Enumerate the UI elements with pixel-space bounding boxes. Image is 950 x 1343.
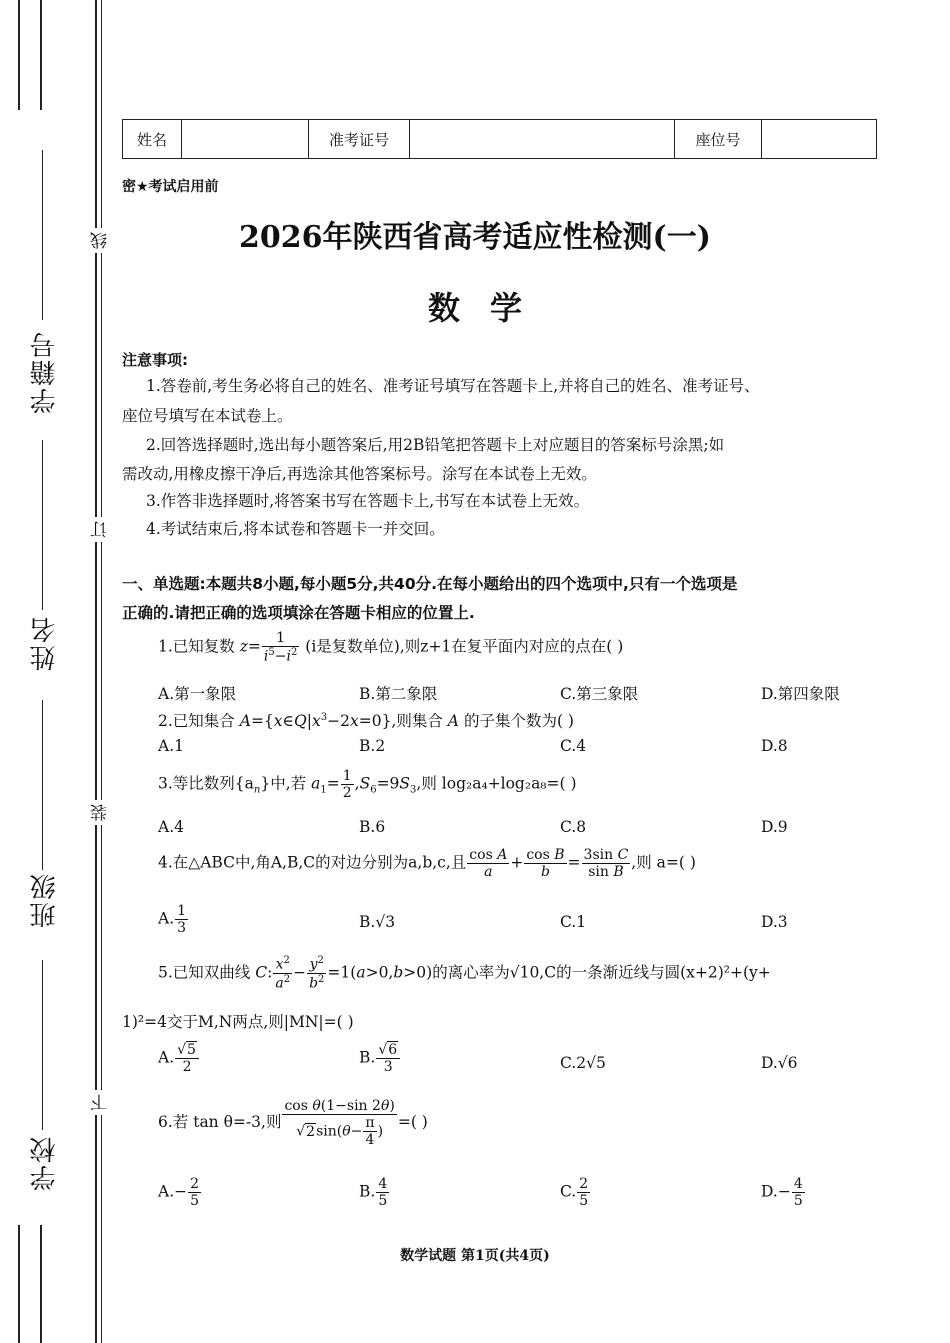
q5-post: 的离心率为√10,C的一条渐近线与圆(x+2)²+(y+ <box>432 963 771 982</box>
q2-post: 的子集个数为( ) <box>463 712 574 730</box>
label-class: 班级 <box>30 872 60 928</box>
notice-item-1: 1.答卷前,考生务必将自己的姓名、准考证号填写在答题卡上,并将自己的姓名、准考证号、 <box>146 377 760 395</box>
notice-item-1-cont: 座位号填写在本试卷上。 <box>122 407 293 425</box>
label-school: 学校 <box>30 1135 60 1191</box>
q5-option-b[interactable]: B. $\frac{√6}{3}$ <box>359 1042 401 1075</box>
exam-id-field[interactable] <box>410 120 675 158</box>
candidate-info-table <box>122 119 877 159</box>
binding-line-outer-bottom-2 <box>40 1225 42 1343</box>
binding-line-outer-2 <box>40 0 42 110</box>
question-3: 3.等比数列$\{a_n\}$中,若 $a_1=$ $\frac{1}{2}$ $,S_6=9S_3$,则 log₂a₄+log₂a₈=( ) <box>158 768 577 802</box>
name-field[interactable] <box>182 120 309 158</box>
q2-option-c[interactable]: C.4 <box>560 737 587 755</box>
page-footer: 数学试题 第1页(共4页) <box>400 1248 550 1264</box>
q1-pre: 1.已知复数 <box>158 637 235 656</box>
cut-mark-xia: 下 <box>88 1090 113 1115</box>
cut-mark-ding: 订 <box>88 517 113 542</box>
section-1-header <box>122 570 877 628</box>
name-label-cell <box>123 120 182 158</box>
notice-heading: 注意事项: <box>122 351 188 369</box>
binding-line-outer-bottom <box>18 1225 20 1343</box>
question-1: 1.已知复数 z= $\frac{1}{i^5-i^2}$ (i是复数单位),则z+1在复平面内对应的点在( ) <box>158 630 624 665</box>
q6-option-a[interactable]: A.− $\frac{2}{5}$ <box>158 1176 200 1210</box>
question-6: 6.若 tan θ=-3,则 cos θ(1−sin 2θ) √2sin(θ− $\frac{\pi}{4}$ ) =( ) <box>158 1098 428 1149</box>
q6-option-b[interactable]: B. $\frac{4}{5}$ <box>359 1176 388 1210</box>
question-4: 4.在△ABC中,角A,B,C的对边分别为a,b,c,且 $\frac{\text{cos A}}{a}$ + $\frac{\text{cos B}}{b}$ = $\frac{\text{3sin C}}{\text{sin B}}$ ,则 a=( ) <box>158 847 696 881</box>
seat-label: 座位号 <box>695 130 741 149</box>
section-1-line-2: 正确的.请把正确的选项填涂在答题卡相应的位置上. <box>122 604 475 622</box>
q4-option-a-label: A. <box>158 909 175 928</box>
question-5-line-2: 1)²=4交于M,N两点,则|MN|=( ) <box>122 1013 354 1031</box>
q1-post: (i是复数单位),则z+1在复平面内对应的点在( ) <box>305 637 624 656</box>
label-name: 姓名 <box>30 615 60 671</box>
seat-label-cell <box>675 120 762 158</box>
q4-option-c[interactable]: C.1 <box>560 913 587 931</box>
exam-title: 2026年陕西省高考适应性检测(一) <box>239 220 711 255</box>
q6-option-d[interactable]: D.− $\frac{4}{5}$ <box>761 1176 803 1210</box>
exam-id-label: 准考证号 <box>328 130 389 149</box>
cut-mark-line: 线 <box>88 228 113 253</box>
q6-option-b-label: B. <box>359 1182 376 1201</box>
q2-option-d[interactable]: D.8 <box>761 737 788 755</box>
q3-option-d[interactable]: D.9 <box>761 818 788 836</box>
binding-line-outer <box>18 0 20 110</box>
q6-post: =( ) <box>397 1113 428 1132</box>
q5-option-c[interactable]: C.2√5 <box>560 1054 606 1072</box>
name-label: 姓名 <box>136 130 167 149</box>
field-line-xingming <box>42 440 43 610</box>
q1-option-d[interactable]: D.第四象限 <box>761 685 840 703</box>
seat-field[interactable] <box>762 120 876 158</box>
exam-id-label-cell <box>309 120 410 158</box>
field-line-xuexiao <box>42 960 43 1130</box>
q3-post: ,则 log₂a₄+log₂a₈=( ) <box>416 774 577 793</box>
binding-line-inner <box>95 0 97 1343</box>
q4-option-a[interactable]: A. $\frac{1}{3}$ <box>158 903 187 937</box>
question-2: 2.已知集合 $A=\{x\in Q|x^3-2x=0\}$,则集合 A 的子集个数为( ) <box>158 711 574 730</box>
q4-option-d[interactable]: D.3 <box>761 913 788 931</box>
q5-option-b-label: B. <box>359 1048 376 1067</box>
q1-option-a[interactable]: A.第一象限 <box>158 685 237 703</box>
q5-option-a[interactable]: A. $\frac{√5}{2}$ <box>158 1042 200 1075</box>
notice-item-3: 3.作答非选择题时,将答案书写在答题卡上,书写在本试卷上无效。 <box>146 492 590 510</box>
q2-option-b[interactable]: B.2 <box>359 737 386 755</box>
notice-item-4: 4.考试结束后,将本试卷和答题卡一并交回。 <box>146 520 445 538</box>
q3-pre: 3.等比数列{a <box>158 774 254 793</box>
q5-pre: 5.已知双曲线 <box>158 963 251 982</box>
q4-option-b[interactable]: B.√3 <box>359 913 396 931</box>
field-line-banji <box>42 700 43 870</box>
q1-option-c[interactable]: C.第三象限 <box>560 685 639 703</box>
q2-pre: 2.已知集合 <box>158 712 235 730</box>
label-student-id: 学籍号 <box>30 330 60 414</box>
binding-line-inner-2 <box>101 0 102 1343</box>
q5-option-a-label: A. <box>158 1048 175 1067</box>
secret-mark: 密★考试启用前 <box>122 179 219 195</box>
notice-item-2: 2.回答选择题时,选出每小题答案后,用2B铅笔把答题卡上对应题目的答案标号涂黑;如 <box>146 436 725 454</box>
notice-item-2-cont: 需改动,用橡皮擦干净后,再选涂其他答案标号。涂写在本试卷上无效。 <box>122 465 597 483</box>
q2-option-a[interactable]: A.1 <box>158 737 184 755</box>
q4-pre: 4.在△ABC中,角A,B,C的对边分别为a,b,c,且 <box>158 853 467 872</box>
q6-pre: 6.若 tan θ=-3,则 <box>158 1113 282 1132</box>
subject-title: 数学 <box>427 289 552 327</box>
q6-option-c[interactable]: C. $\frac{2}{5}$ <box>560 1176 589 1210</box>
section-1-line-1: 一、单选题:本题共8小题,每小题5分,共40分.在每小题给出的四个选项中,只有一个选项是 <box>122 575 738 593</box>
q3-option-b[interactable]: B.6 <box>359 818 386 836</box>
q1-option-b[interactable]: B.第二象限 <box>359 685 438 703</box>
q3-option-a[interactable]: A.4 <box>158 818 184 836</box>
q6-option-c-label: C. <box>560 1182 577 1201</box>
question-5: 5.已知双曲线 C: $\frac{x^2}{a^2}$ − $\frac{y^2}{b^2}$ =1(a>0,b>0)的离心率为√10,C的一条渐近线与圆(x+2)²+(y+ <box>158 955 771 992</box>
q5-option-d[interactable]: D.√6 <box>761 1054 798 1072</box>
q6-option-a-label: A. <box>158 1182 175 1201</box>
q4-post: ,则 a=( ) <box>631 853 696 872</box>
q3-option-c[interactable]: C.8 <box>560 818 587 836</box>
cut-mark-zhuang: 装 <box>88 800 113 825</box>
q6-option-d-label: D. <box>761 1182 778 1201</box>
